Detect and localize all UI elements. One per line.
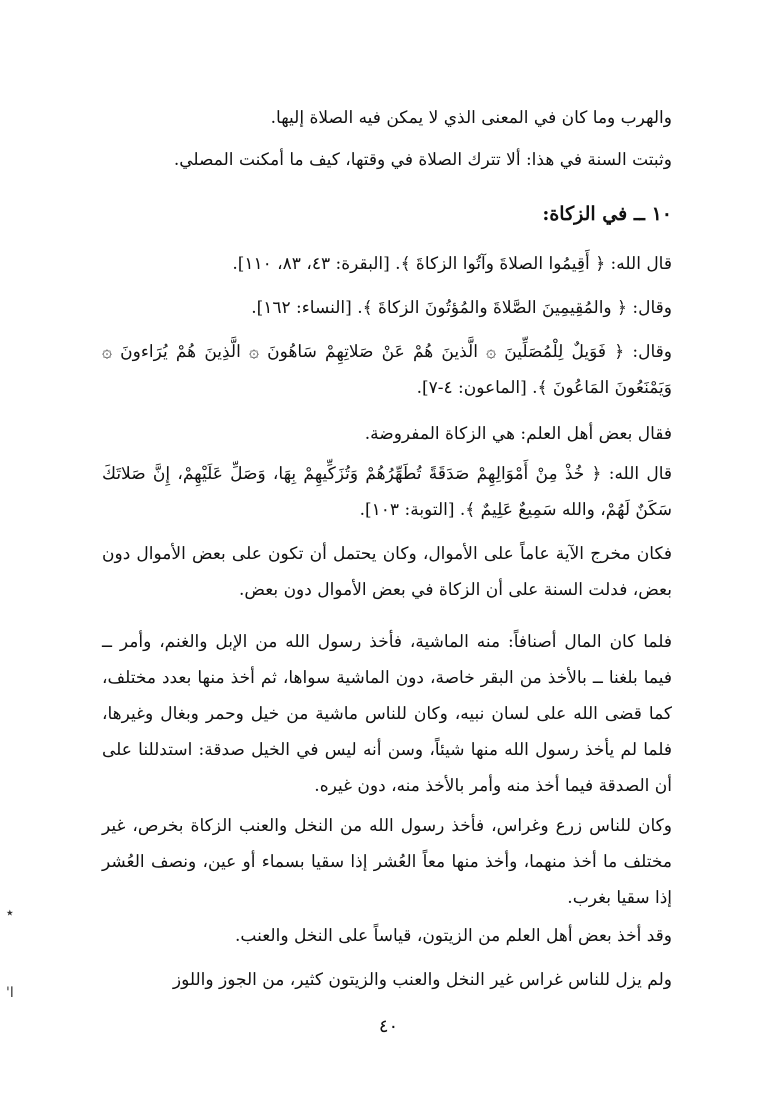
scan-mark: ٭	[6, 905, 14, 921]
section-heading: ١٠ ــ في الزكاة:	[542, 203, 672, 225]
scan-mark: ا'	[6, 985, 14, 1001]
paragraph: فقال بعض أهل العلم: هي الزكاة المفروضة.	[364, 424, 672, 444]
paragraph: قال الله: ﴿ خُذْ مِنْ أَمْوَالِهِمْ صَدَقَةً تُطَهِّرُهُمْ وَتُزَكِّيهِمْ بِهَا، وَصَلِّ عَلَيْهِمْ، إِنَّ صَلاتَكَ سَكَنٌ لَهُمْ، والله سَمِيعٌ عَلِيمٌ ﴾. [التوبة: ١٠٣].	[102, 464, 672, 520]
paragraph: وقال: ﴿ فَوَيلٌ لِلْمُصَلِّينَ ۞ الَّذينَ هُمْ عَنْ صَلاتِهِمْ سَاهُونَ ۞ الَّذِينَ هُمْ يُرَاءونَ ۞ وَيَمْنَعُونَ المَاعُونَ ﴾. [الماعون: ٤-٧].	[102, 342, 672, 398]
paragraph: فكان مخرج الآية عاماً على الأموال، وكان يحتمل أن تكون على بعض الأموال دون بعض، فدلت السنة على أن الزكاة في بعض الأموال دون بعض.	[102, 544, 672, 600]
page-number: ٤٠	[378, 1016, 399, 1037]
paragraph: فلما كان المال أصنافاً: منه الماشية، فأخذ رسول الله من الإبل والغنم، وأمر ــ فيما بلغنا ــ بالأخذ من البقر خاصة، دون الماشية سواها، ثم أخذ منها بعدد مختلف، كما قضى الله على لسان نبيه، وكان للناس ماشية من خيل وحمر وبغال وغيرها، فلما لم يأخذ رسول الله منها شيئاً، وسن أنه ليس في الخيل صدقة: استدللنا على أن الصدقة فيما أخذ منه وأمر بالأخذ منه، دون غيره.	[102, 632, 672, 796]
paragraph: وكان للناس زرع وغراس، فأخذ رسول الله من النخل والعنب الزكاة بخرص، غير مختلف ما أخذ منهما، وأخذ منها معاً العُشر إذا سقيا بسماء أو عين، ونصف العُشر إذا سقيا بغرب.	[102, 816, 672, 908]
paragraph: وقد أخذ بعض أهل العلم من الزيتون، قياساً على النخل والعنب.	[235, 926, 672, 946]
paragraph: وقال: ﴿ والمُقِيمِينَ الصَّلاةَ والمُؤتُونَ الزكاةَ ﴾. [النساء: ١٦٢].	[251, 298, 672, 318]
paragraph: ولم يزل للناس غراس غير النخل والعنب والزيتون كثير، من الجوز واللوز	[172, 970, 672, 990]
paragraph: والهرب وما كان في المعنى الذي لا يمكن فيه الصلاة إليها.	[270, 108, 672, 128]
paragraph: قال الله: ﴿ أَقِيمُوا الصلاةَ وآتُوا الزكاةَ ﴾. [البقرة: ٤٣، ٨٣، ١١٠].	[232, 254, 672, 274]
paragraph: وثبتت السنة في هذا: ألا تترك الصلاة في وقتها، كيف ما أمكنت المصلي.	[173, 150, 672, 170]
